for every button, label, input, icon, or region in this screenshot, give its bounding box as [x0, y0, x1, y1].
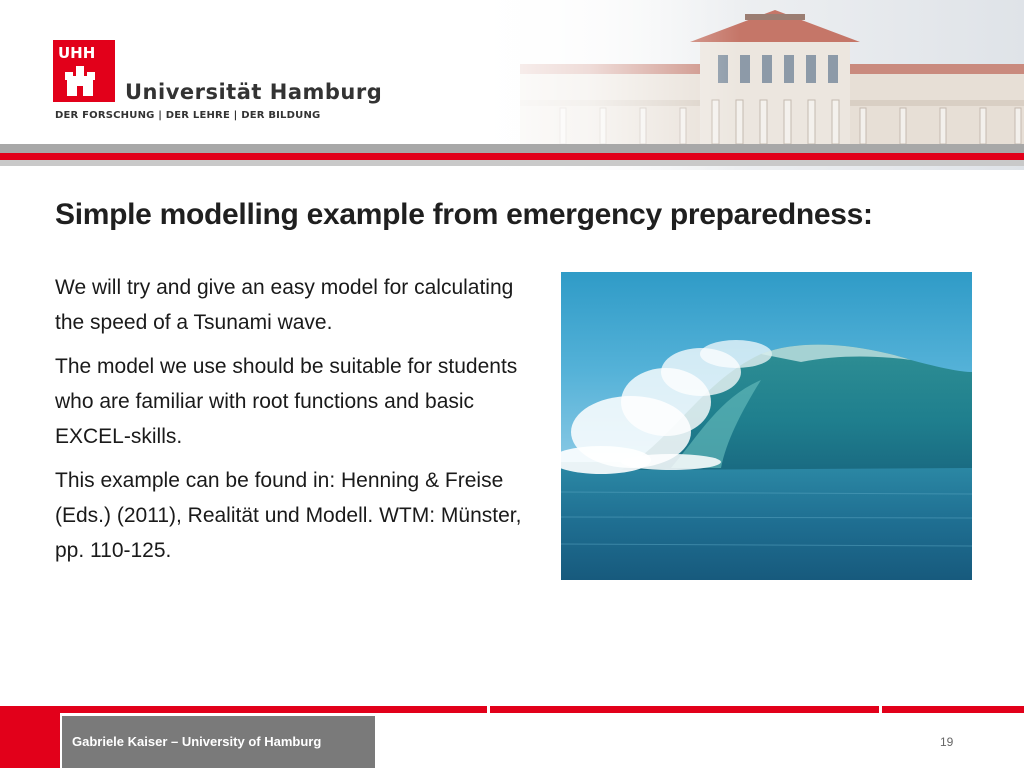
university-tagline: DER FORSCHUNG | DER LEHRE | DER BILDUNG	[55, 110, 321, 121]
header-stripes	[0, 144, 1024, 170]
tsunami-wave-image	[561, 272, 972, 580]
slide-footer	[0, 706, 1024, 768]
footer-author: Gabriele Kaiser – University of Hamburg	[72, 734, 322, 749]
paragraph-model-intro: We will try and give an easy model for calculating the speed of a Tsunami wave.	[55, 276, 514, 334]
paragraph-model-suitability: The model we use should be suitable for students who are familiar with root functions and basic EXCEL-skills.	[55, 355, 518, 448]
logo-mark: UHH	[58, 44, 96, 62]
university-name: Universität Hamburg	[125, 80, 383, 104]
university-logo	[53, 40, 115, 102]
paragraph-reference: This example can be found in: Henning & Freise (Eds.) (2011), Realität und Modell. WTM: Münster, pp. 110-125.	[55, 469, 522, 562]
slide-body	[55, 270, 545, 577]
castle-icon	[63, 64, 97, 98]
page-number: 19	[940, 735, 954, 749]
slide-title: Simple modelling example from emergency preparedness:	[55, 198, 873, 231]
footer-red-block	[0, 713, 60, 768]
slide-header	[0, 0, 1024, 170]
